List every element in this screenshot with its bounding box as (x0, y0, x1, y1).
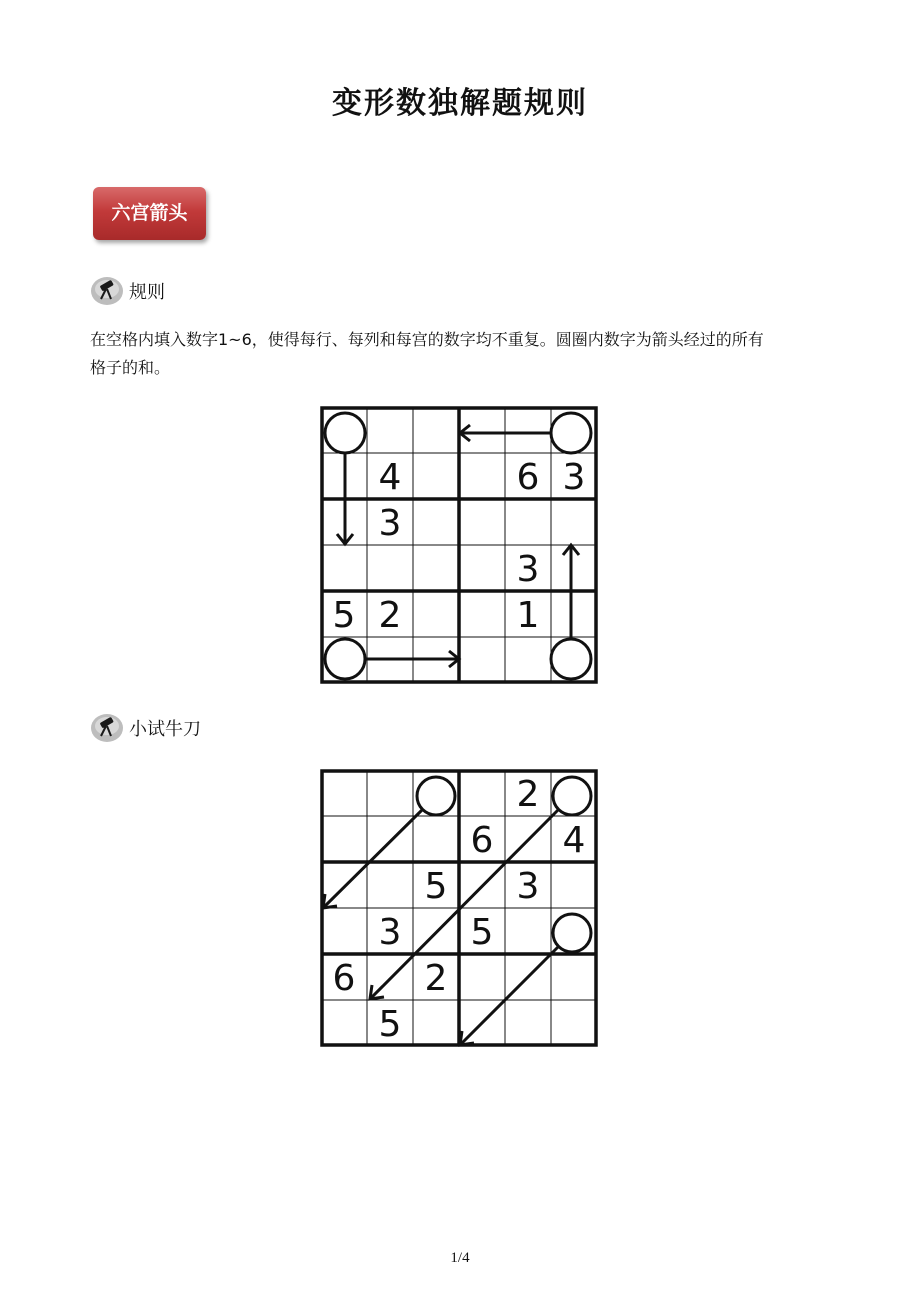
rules-heading: 规则 (129, 282, 165, 303)
sum-circle (553, 914, 591, 952)
cell-digit: 4 (378, 457, 402, 498)
cell-digit: 5 (424, 866, 448, 907)
cell-digit: 6 (470, 820, 494, 861)
rules-description (90, 326, 830, 382)
puzzle-type-badge: 六宫箭头 (93, 187, 206, 240)
cell-digit: 5 (332, 595, 356, 636)
cell-digit: 3 (562, 457, 586, 498)
cell-digit: 5 (470, 912, 494, 953)
cell-digit: 3 (516, 549, 540, 590)
practice-puzzle-grid (320, 769, 598, 1047)
cell-digit: 2 (424, 958, 448, 999)
cell-digit: 1 (516, 595, 540, 636)
telescope-icon (90, 713, 124, 743)
rules-section-header (90, 276, 165, 306)
sum-circle (553, 777, 591, 815)
page-number: 1/4 (450, 1250, 470, 1266)
rules-text-line-2: 格子的和。 (90, 358, 171, 377)
sum-circle (551, 639, 591, 679)
cell-digit: 3 (378, 503, 402, 544)
cell-digit: 5 (378, 1004, 402, 1045)
sum-circle (417, 777, 455, 815)
practice-heading: 小试牛刀 (129, 719, 201, 740)
sum-circle (325, 639, 365, 679)
cell-digit: 4 (562, 820, 586, 861)
cell-digit: 3 (516, 866, 540, 907)
sum-circle (325, 413, 365, 453)
diagonal-arrow-3 (460, 947, 558, 1045)
cell-digit: 6 (332, 958, 356, 999)
cell-digit: 3 (378, 912, 402, 953)
diagonal-arrow-1 (323, 810, 422, 908)
page-title: 变形数独解题规则 (332, 86, 588, 121)
sum-circle (551, 413, 591, 453)
cell-digit: 2 (516, 774, 540, 815)
arrow-right (365, 651, 459, 667)
rules-text-line-1: 在空格内填入数字1~6，使得每行、每列和每宫的数字均不重复。圆圈内数字为箭头经过的所有 (90, 330, 764, 349)
cell-digit: 2 (378, 595, 402, 636)
example-puzzle-grid (320, 406, 598, 684)
cell-digit: 6 (516, 457, 540, 498)
telescope-icon (90, 276, 124, 306)
practice-section-header (90, 713, 201, 743)
